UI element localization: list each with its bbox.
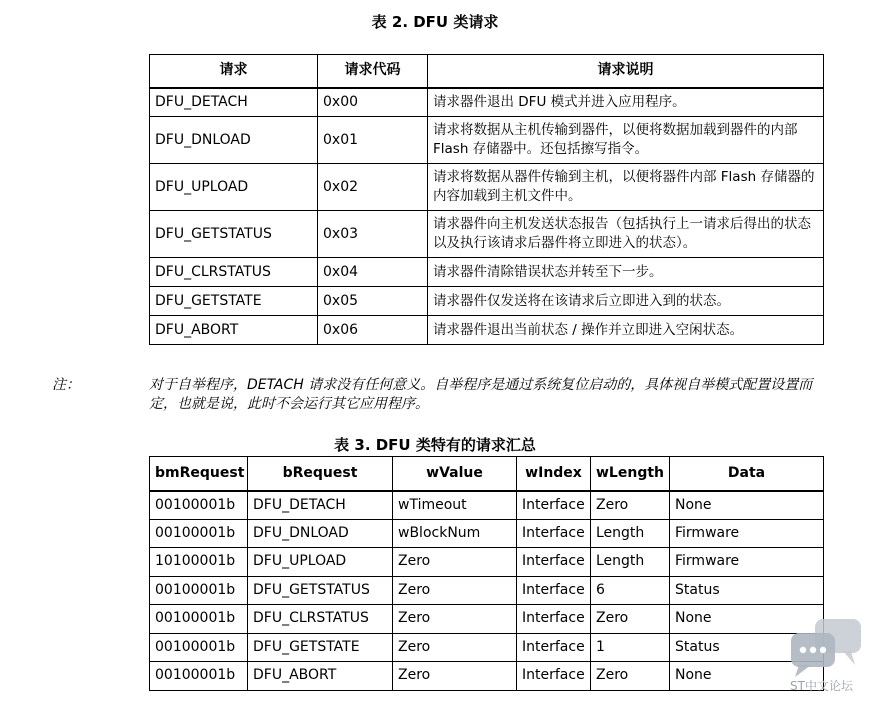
table-row bbox=[150, 576, 824, 605]
request-code: 0x06 bbox=[318, 316, 428, 345]
table-row bbox=[150, 605, 824, 634]
table-row bbox=[150, 117, 824, 164]
cell-wlength: 1 bbox=[591, 633, 670, 662]
cell-wlength: Zero bbox=[591, 491, 670, 520]
cell-bmrequest: 00100001b bbox=[150, 662, 248, 691]
note-label: 注： bbox=[52, 377, 80, 393]
request-description: 请求器件仅发送将在该请求后立即进入到的状态。 bbox=[428, 287, 824, 316]
header-bmrequest: bmRequest bbox=[150, 457, 248, 491]
table-row bbox=[150, 633, 824, 662]
header-windex: wIndex bbox=[517, 457, 591, 491]
request-code: 0x02 bbox=[318, 164, 428, 211]
request-code: 0x00 bbox=[318, 88, 428, 117]
cell-wvalue: wTimeout bbox=[393, 491, 517, 520]
table-row bbox=[150, 548, 824, 577]
cell-bmrequest: 00100001b bbox=[150, 576, 248, 605]
cell-data: Firmware bbox=[670, 548, 824, 577]
table-row bbox=[150, 662, 824, 691]
cell-windex: Interface bbox=[517, 576, 591, 605]
table3-caption: 表 3. DFU 类特有的请求汇总 bbox=[334, 436, 536, 454]
table-header-row bbox=[150, 55, 824, 88]
cell-wlength: Zero bbox=[591, 662, 670, 691]
cell-brequest: DFU_GETSTATUS bbox=[248, 576, 393, 605]
cell-wlength: 6 bbox=[591, 576, 670, 605]
request-name: DFU_UPLOAD bbox=[150, 164, 318, 211]
cell-wvalue: Zero bbox=[393, 605, 517, 634]
request-code: 0x03 bbox=[318, 211, 428, 258]
header-brequest: bRequest bbox=[248, 457, 393, 491]
cell-bmrequest: 00100001b bbox=[150, 633, 248, 662]
cell-wvalue: wBlockNum bbox=[393, 519, 517, 548]
cell-bmrequest: 00100001b bbox=[150, 605, 248, 634]
table-row bbox=[150, 519, 824, 548]
cell-windex: Interface bbox=[517, 548, 591, 577]
header-request-description: 请求说明 bbox=[428, 55, 824, 88]
table-row bbox=[150, 316, 824, 345]
cell-brequest: DFU_CLRSTATUS bbox=[248, 605, 393, 634]
cell-brequest: DFU_UPLOAD bbox=[248, 548, 393, 577]
note-text: 对于自举程序，DETACH 请求没有任何意义。自举程序是通过系统复位启动的，具体视自举模式配置设置而定，也就是说，此时不会运行其它应用程序。 bbox=[149, 377, 813, 412]
cell-data: None bbox=[670, 605, 824, 634]
request-description: 请求器件清除错误状态并转至下一步。 bbox=[428, 258, 824, 287]
cell-wvalue: Zero bbox=[393, 662, 517, 691]
request-description: 请求器件退出 DFU 模式并进入应用程序。 bbox=[428, 88, 824, 117]
table-row bbox=[150, 211, 824, 258]
cell-data: Status bbox=[670, 576, 824, 605]
request-description: 请求器件向主机发送状态报告（包括执行上一请求后得出的状态以及执行该请求后器件将立即进入的状态）。 bbox=[428, 211, 824, 258]
dfu-request-summary-table bbox=[149, 456, 824, 691]
table2-caption: 表 2. DFU 类请求 bbox=[371, 13, 499, 31]
header-request-code: 请求代码 bbox=[318, 55, 428, 88]
cell-data: None bbox=[670, 662, 824, 691]
table-header-row bbox=[150, 457, 824, 491]
request-code: 0x01 bbox=[318, 117, 428, 164]
cell-data: None bbox=[670, 491, 824, 520]
header-request: 请求 bbox=[150, 55, 318, 88]
cell-wvalue: Zero bbox=[393, 548, 517, 577]
cell-wvalue: Zero bbox=[393, 633, 517, 662]
request-code: 0x05 bbox=[318, 287, 428, 316]
request-name: DFU_CLRSTATUS bbox=[150, 258, 318, 287]
watermark-text: ST中文论坛 bbox=[790, 679, 853, 693]
cell-data: Status bbox=[670, 633, 824, 662]
cell-windex: Interface bbox=[517, 662, 591, 691]
table-row bbox=[150, 491, 824, 520]
cell-windex: Interface bbox=[517, 491, 591, 520]
cell-data: Firmware bbox=[670, 519, 824, 548]
cell-windex: Interface bbox=[517, 633, 591, 662]
request-description: 请求将数据从主机传输到器件，以便将数据加载到器件的内部 Flash 存储器中。还包括擦写指令。 bbox=[428, 117, 824, 164]
cell-bmrequest: 10100001b bbox=[150, 548, 248, 577]
cell-brequest: DFU_DNLOAD bbox=[248, 519, 393, 548]
request-name: DFU_DNLOAD bbox=[150, 117, 318, 164]
table-row bbox=[150, 287, 824, 316]
cell-windex: Interface bbox=[517, 519, 591, 548]
cell-wlength: Length bbox=[591, 548, 670, 577]
request-name: DFU_GETSTATE bbox=[150, 287, 318, 316]
header-data: Data bbox=[670, 457, 824, 491]
request-description: 请求器件退出当前状态 / 操作并立即进入空闲状态。 bbox=[428, 316, 824, 345]
request-name: DFU_GETSTATUS bbox=[150, 211, 318, 258]
table-row bbox=[150, 88, 824, 117]
cell-brequest: DFU_DETACH bbox=[248, 491, 393, 520]
request-code: 0x04 bbox=[318, 258, 428, 287]
cell-wlength: Zero bbox=[591, 605, 670, 634]
cell-brequest: DFU_ABORT bbox=[248, 662, 393, 691]
header-wvalue: wValue bbox=[393, 457, 517, 491]
cell-bmrequest: 00100001b bbox=[150, 519, 248, 548]
request-name: DFU_ABORT bbox=[150, 316, 318, 345]
request-name: DFU_DETACH bbox=[150, 88, 318, 117]
cell-bmrequest: 00100001b bbox=[150, 491, 248, 520]
header-wlength: wLength bbox=[591, 457, 670, 491]
cell-wlength: Length bbox=[591, 519, 670, 548]
cell-wvalue: Zero bbox=[393, 576, 517, 605]
table-row bbox=[150, 258, 824, 287]
table-row bbox=[150, 164, 824, 211]
cell-windex: Interface bbox=[517, 605, 591, 634]
cell-brequest: DFU_GETSTATE bbox=[248, 633, 393, 662]
request-description: 请求将数据从器件传输到主机，以便将器件内部 Flash 存储器的内容加载到主机文件中。 bbox=[428, 164, 824, 211]
dfu-class-requests-table bbox=[149, 54, 824, 345]
